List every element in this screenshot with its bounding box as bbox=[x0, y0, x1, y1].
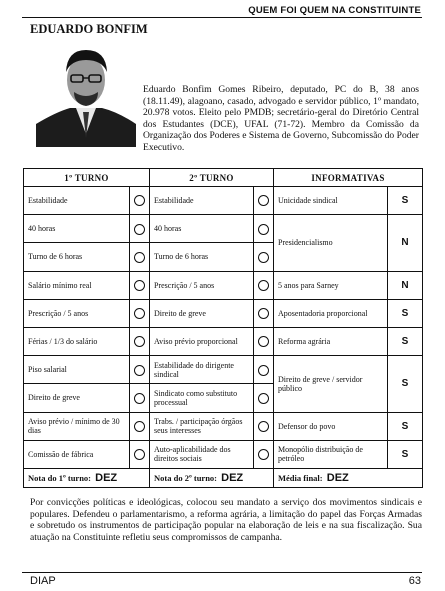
final-score-label: Média final: bbox=[278, 473, 323, 483]
informativa-vote: S bbox=[388, 327, 423, 355]
first-turn-item: Salário mínimo real bbox=[24, 271, 130, 299]
vote-circle-icon bbox=[258, 365, 269, 376]
header-first-turn: 1º TURNO bbox=[24, 169, 150, 187]
informativa-item: 5 anos para Sarney bbox=[274, 271, 388, 299]
informativa-item: Reforma agrária bbox=[274, 327, 388, 355]
second-turn-item: Estabilidade do dirigente sindical bbox=[150, 356, 254, 384]
informativa-item: Aposentadoria proporcional bbox=[274, 299, 388, 327]
vote-circle-icon bbox=[258, 308, 269, 319]
first-turn-score-cell bbox=[24, 469, 150, 488]
first-turn-item: Direito de greve bbox=[24, 384, 130, 412]
second-turn-item: Sindicato como substituto processual bbox=[150, 384, 254, 412]
second-turn-item: Estabilidade bbox=[150, 187, 254, 215]
vote-circle-icon bbox=[134, 421, 145, 432]
vote-circle-icon bbox=[258, 280, 269, 291]
first-turn-score: DEZ bbox=[95, 472, 118, 484]
second-turn-item: Aviso prévio proporcional bbox=[150, 327, 254, 355]
vote-circle-icon bbox=[134, 195, 145, 206]
deputy-biography: Eduardo Bonfim Gomes Ribeiro, deputado, PC do B, 38 anos (18.11.49), alagoano, casado, advogado e servidor público, 1º mandato, 20.978 votos. Eleito pelo PMDB; secretário-geral do Diretório Central dos Estudantes (DCE), UFAL (71-72). Membro da Comissão da Organização dos Poderes e Sistema de Governo, Subcomissão do Poder Executivo. bbox=[143, 84, 419, 153]
deputy-name: EDUARDO BONFIM bbox=[30, 22, 148, 36]
second-turn-score-cell bbox=[150, 469, 274, 488]
first-turn-item: Turno de 6 horas bbox=[24, 243, 130, 271]
first-turn-item: Estabilidade bbox=[24, 187, 130, 215]
informativa-vote: N bbox=[388, 215, 423, 271]
vote-circle-icon bbox=[134, 393, 145, 404]
first-turn-item: 40 horas bbox=[24, 215, 130, 243]
vote-circle-icon bbox=[258, 224, 269, 235]
final-score-cell bbox=[274, 469, 423, 488]
first-turn-item: Piso salarial bbox=[24, 356, 130, 384]
vote-circle-icon bbox=[258, 336, 269, 347]
vote-circle-icon bbox=[134, 308, 145, 319]
informativa-vote: S bbox=[388, 440, 423, 468]
vote-circle-icon bbox=[258, 449, 269, 460]
informativa-vote: N bbox=[388, 271, 423, 299]
vote-circle-icon bbox=[134, 449, 145, 460]
first-turn-score-label: Nota do 1º turno: bbox=[28, 473, 92, 483]
header-second-turn: 2º TURNO bbox=[150, 169, 274, 187]
second-turn-item: Trabs. / participação órgãos seus interesses bbox=[150, 412, 254, 440]
second-turn-item: 40 horas bbox=[150, 215, 254, 243]
final-score: DEZ bbox=[326, 472, 349, 484]
first-turn-item: Aviso prévio / mínimo de 30 dias bbox=[24, 412, 130, 440]
second-turn-score-label: Nota do 2º turno: bbox=[154, 473, 218, 483]
votes-table bbox=[23, 168, 423, 488]
vote-circle-icon bbox=[258, 195, 269, 206]
vote-circle-icon bbox=[134, 280, 145, 291]
first-turn-item: Férias / 1/3 do salário bbox=[24, 327, 130, 355]
vote-circle-icon bbox=[258, 421, 269, 432]
second-turn-item: Turno de 6 horas bbox=[150, 243, 254, 271]
informativa-vote: S bbox=[388, 356, 423, 412]
portrait-image bbox=[36, 42, 136, 147]
second-turn-item: Direito de greve bbox=[150, 299, 254, 327]
header-informativas: INFORMATIVAS bbox=[274, 169, 423, 187]
vote-circle-icon bbox=[134, 336, 145, 347]
publisher-name: DIAP bbox=[30, 575, 56, 587]
informativa-vote: S bbox=[388, 187, 423, 215]
informativa-vote: S bbox=[388, 299, 423, 327]
vote-circle-icon bbox=[134, 252, 145, 263]
vote-circle-icon bbox=[134, 224, 145, 235]
informativa-item: Unicidade sindical bbox=[274, 187, 388, 215]
informativa-vote: S bbox=[388, 412, 423, 440]
first-turn-item: Comissão de fábrica bbox=[24, 440, 130, 468]
top-rule bbox=[22, 17, 422, 18]
informativa-item: Monopólio distribuição de petróleo bbox=[274, 440, 388, 468]
vote-circle-icon bbox=[258, 393, 269, 404]
informativa-item: Direito de greve / servidor público bbox=[274, 356, 388, 412]
summary-paragraph: Por convicções políticas e ideológicas, colocou seu mandato a serviço dos movimentos sindicais e populares. Defendeu o parlamentarismo, a reforma agrária, a limitação do papel das Forças Armadas e sobretudo os instrumentos de participação popular na elaboração de leis e na sua fiscalização. Sua atuação na Constituinte refletiu seus compromissos de campanha. bbox=[30, 497, 422, 543]
second-turn-item: Auto-aplicabilidade dos direitos sociais bbox=[150, 440, 254, 468]
first-turn-item: Prescrição / 5 anos bbox=[24, 299, 130, 327]
vote-circle-icon bbox=[258, 252, 269, 263]
second-turn-item: Prescrição / 5 anos bbox=[150, 271, 254, 299]
bottom-rule bbox=[22, 572, 422, 573]
informativa-item: Presidencialismo bbox=[274, 215, 388, 271]
vote-circle-icon bbox=[134, 365, 145, 376]
page-number: 63 bbox=[408, 575, 421, 587]
second-turn-score: DEZ bbox=[221, 472, 244, 484]
informativa-item: Defensor do povo bbox=[274, 412, 388, 440]
section-header: QUEM FOI QUEM NA CONSTITUINTE bbox=[248, 5, 421, 16]
deputy-photo bbox=[36, 42, 136, 147]
